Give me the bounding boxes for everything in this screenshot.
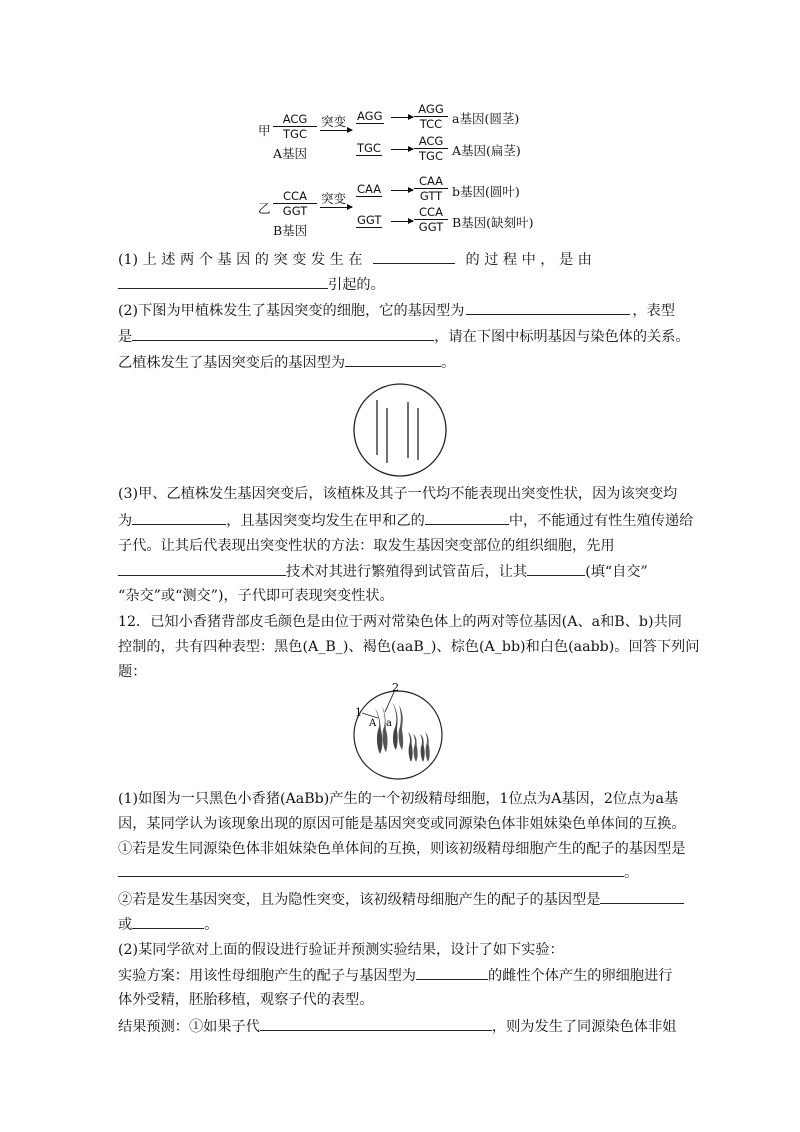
q3-line3: 子代。让其后代表现出突变性状的方法：取发生基因突变部位的组织细胞，先用 <box>118 538 615 554</box>
q12-p1-line4: 。 <box>118 862 698 883</box>
yi-original-pair: CCA GGT <box>273 189 317 218</box>
yi-mutation-arrow <box>320 207 352 208</box>
yi-row2-result: B基因(缺刻叶) <box>452 215 534 230</box>
jia-row1-pair: AGG TCC <box>414 102 448 131</box>
jia-mutation-label: 突变 <box>321 114 347 129</box>
locus2-pointer <box>385 692 394 712</box>
q1-blank-1[interactable] <box>373 249 455 264</box>
q12-blank-mutation-gametes-1[interactable] <box>600 889 684 904</box>
cell-membrane <box>354 691 442 779</box>
jia-row1-arrow <box>391 117 413 118</box>
q3-line5: “杂交”或“测交”)，子代即可表现突变性状。 <box>118 588 394 604</box>
q12-p2-line2: 实验方案：用该性母细胞产生的配子与基因型为 的雌性个体产生的卵细胞进行 <box>118 965 698 986</box>
q12-blank-female-genotype[interactable] <box>416 965 488 980</box>
jia-row2-arrow <box>391 149 413 150</box>
chromosome <box>420 734 425 762</box>
q2-blank-phenotype[interactable] <box>132 326 434 341</box>
jia-original-pair: ACG TGC <box>273 112 317 141</box>
q3-blank-3[interactable] <box>118 561 286 576</box>
q12-p1-line5: ②若是发生基因突变，且为隐性突变，该初级精母细胞产生的配子的基因型是 <box>118 889 698 910</box>
q1-line2: 引起的。 <box>118 274 698 295</box>
jia-gene-label: A基因 <box>273 146 308 161</box>
yi-row2-mutant: GGT <box>357 213 382 227</box>
locus2-label: 2 <box>392 681 399 694</box>
cell-chromosome-figure <box>350 380 450 480</box>
q3-line1: (3)甲、乙植株发生基因突变后，该植株及其子一代均不能表现出突变性状，因为该突变均 <box>118 486 678 502</box>
jia-label: 甲 <box>258 123 271 138</box>
yi-row1-pair: CAA GTT <box>414 174 448 203</box>
chromosome <box>399 705 404 750</box>
yi-row1-arrow <box>391 190 413 191</box>
q12-p1-line1: (1)如图为一只黑色小香猪(AaBb)产生的一个初级精母细胞，1位点为A基因，2位点为a基 <box>118 791 679 807</box>
q2-blank-genotype[interactable] <box>466 300 630 315</box>
allele-A-label: A <box>369 718 377 729</box>
spermatocyte-figure <box>350 680 450 782</box>
q3-line2: 为 ，且基因突变均发生在甲和乙的 中，不能通过有性生殖传递给 <box>118 510 698 531</box>
q12-p2-line3: 体外受精，胚胎移植，观察子代的表型。 <box>118 992 374 1008</box>
q12-p1-line3: ①若是发生同源染色体非姐妹染色单体间的互换，则该初级精母细胞产生的配子的基因型是 <box>118 841 686 857</box>
yi-row2-arrow <box>391 221 413 222</box>
q12-blank-offspring[interactable] <box>260 1016 492 1031</box>
q3-line4: 技术对其进行繁殖得到试管苗后，让其 (填“自交” <box>118 561 698 582</box>
chromosome <box>408 732 413 762</box>
yi-mutation-label: 突变 <box>321 191 347 206</box>
q12-p1-line6: 或 。 <box>118 914 698 935</box>
jia-row2-result: A基因(扁茎) <box>452 143 521 158</box>
q2-line1: (2)下图为甲植株发生了基因突变的细胞，它的基因型为 ，表型 <box>118 300 698 321</box>
cell-membrane <box>354 384 446 476</box>
yi-row1-mutant: CAA <box>357 182 382 196</box>
q12-blank-mutation-gametes-2[interactable] <box>132 914 204 929</box>
yi-gene-label: B基因 <box>273 223 308 238</box>
yi-label: 乙 <box>258 201 271 216</box>
yi-row1-result: b基因(圆叶) <box>452 184 520 199</box>
q12-line3: 题： <box>118 664 147 680</box>
q12-line2: 控制的，共有四种表型：黑色(A_B_)、褐色(aaB_)、棕色(A_bb)和白色(aabb)。回答下列问 <box>118 639 700 655</box>
q12-p2-line1: (2)某同学欲对上面的假设进行验证并预测实验结果，设计了如下实验： <box>118 942 564 958</box>
jia-mutation-arrow <box>320 130 352 131</box>
q3-blank-1[interactable] <box>132 510 226 525</box>
locus1-label: 1 <box>355 706 362 719</box>
q2-blank-yi-genotype[interactable] <box>345 352 441 367</box>
q2-line3: 乙植株发生了基因突变后的基因型为 。 <box>118 352 698 373</box>
q1-line1: (1) 上 述 两 个 基 因 的 突 变 发 生 在 的 过 程 中 ， 是 由 <box>118 249 698 270</box>
jia-row2-mutant: TGC <box>357 141 381 155</box>
q12-line1: 12．已知小香猪背部皮毛颜色是由位于两对常染色体上的两对等位基因(A、a和B、b)共同 <box>118 614 682 630</box>
chromosome <box>375 708 382 754</box>
q12-p2-line4: 结果预测：①如果子代 ，则为发生了同源染色体非姐 <box>118 1016 698 1037</box>
jia-row1-mutant: AGG <box>357 109 383 123</box>
allele-a-label: a <box>386 718 392 729</box>
chromosome <box>425 732 430 762</box>
yi-row2-pair: CCA GGT <box>414 205 448 234</box>
q3-blank-4[interactable] <box>527 561 585 576</box>
q3-blank-2[interactable] <box>425 510 509 525</box>
chromosome <box>413 734 418 762</box>
chromosome <box>382 706 388 752</box>
q2-line2: 是 ，请在下图中标明基因与染色体的关系。 <box>118 326 698 347</box>
jia-row2-pair: ACG TGC <box>414 134 448 163</box>
chromosome <box>392 702 398 750</box>
q12-blank-crossover-gametes[interactable] <box>118 862 624 877</box>
jia-row1-result: a基因(圆茎) <box>452 111 520 126</box>
q12-p1-line2: 因，某同学认为该现象出现的原因可能是基因突变或同源染色体非姐妹染色单体间的互换。 <box>118 816 686 832</box>
q1-blank-2[interactable] <box>118 274 328 289</box>
